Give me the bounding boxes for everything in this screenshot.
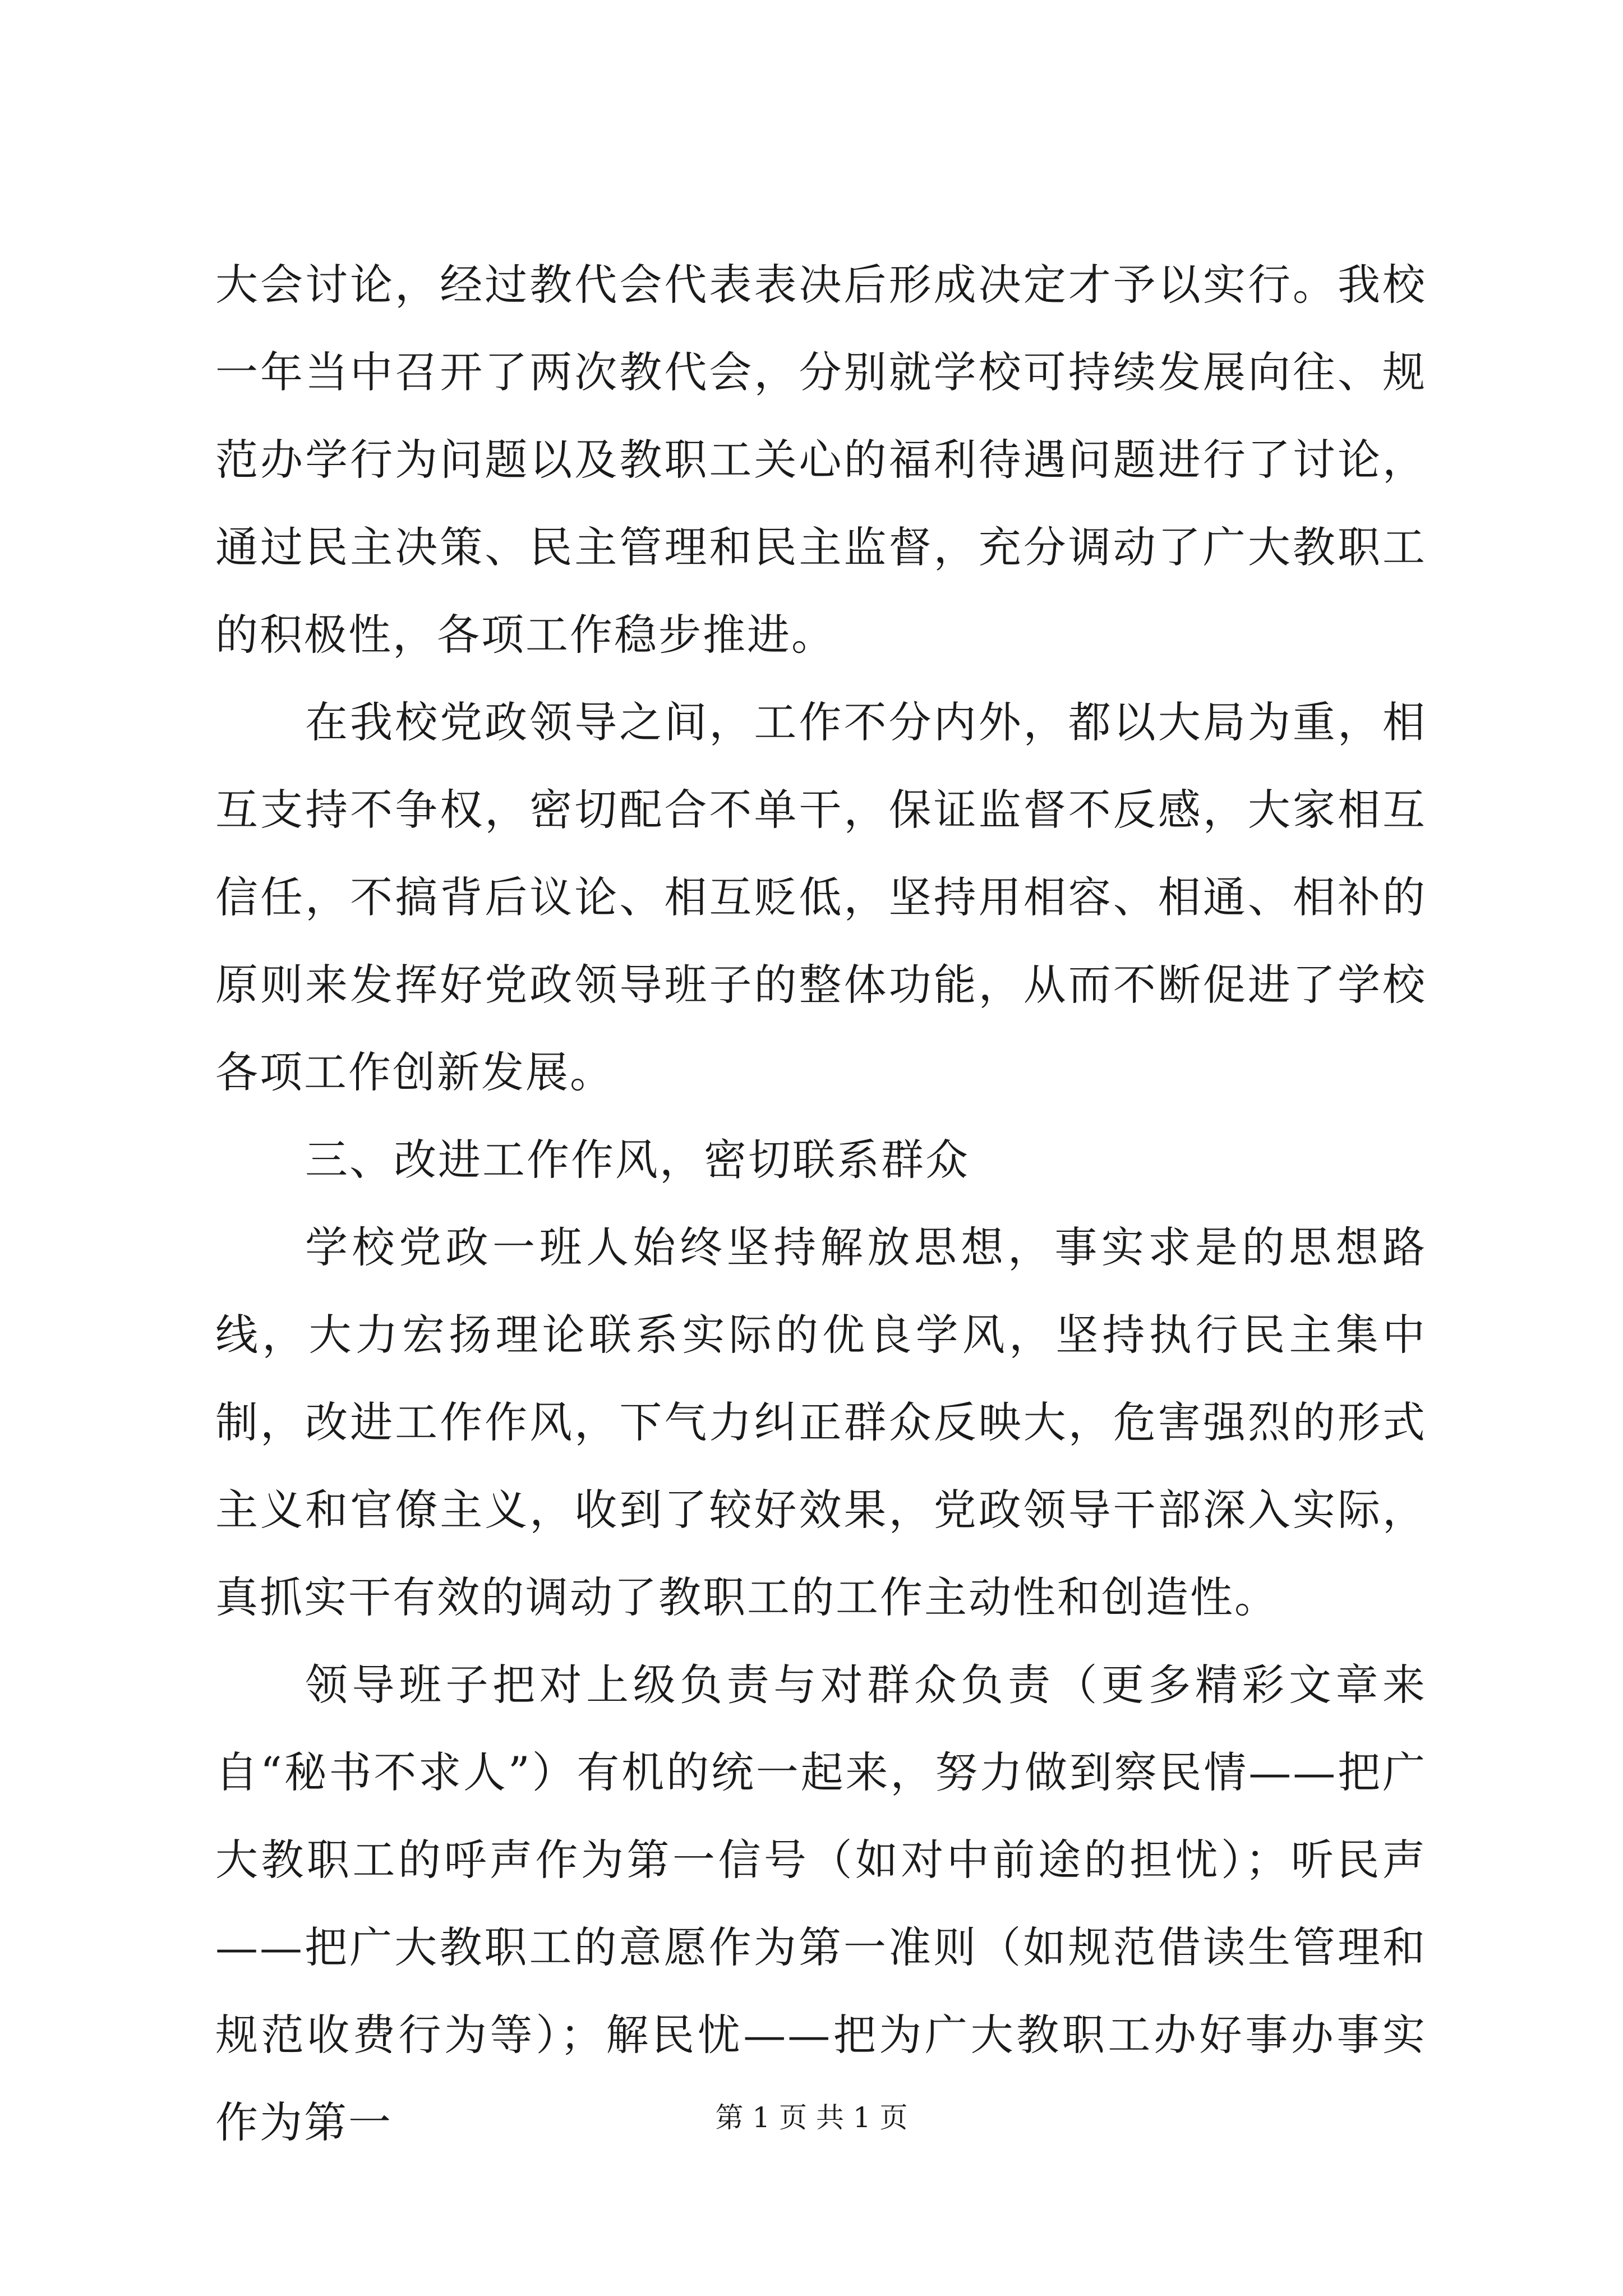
section-heading: 三、改进工作作风，密切联系群众 bbox=[305, 1135, 970, 1185]
paragraph-1: 大会讨论，经过教代会代表表决后形成决定才予以实行。我校一年当中召开了两次教代会，分别就学校可持续发展向往、规范办学行为问题以及教职工关心的福利待遇问题进行了讨论，通过民主决策、民主管理和民主监督，充分调动了广大教职工的积极性，各项工作稳步推进。 bbox=[215, 260, 1427, 660]
document-body bbox=[215, 241, 1427, 2166]
paragraph-2: 在我校党政领导之间，工作不分内外，都以大局为重，相互支持不争权，密切配合不单干，保证监督不反感，大家相互信任，不搞背后议论、相互贬低，坚持用相容、相通、相补的原则来发挥好党政领导班子的整体功能，从而不断促进了学校各项工作创新发展。 bbox=[215, 697, 1427, 1097]
page-footer: 第 1 页 共 1 页 bbox=[715, 2101, 908, 2134]
paragraph-4: 领导班子把对上级负责与对群众负责（更多精彩文章来自“秘书不求人”）有机的统一起来，努力做到察民情——把广大教职工的呼声作为第一信号（如对中前途的担忧）；听民声——把广大教职工的意愿作为第一准则（如规范借读生管理和规范收费行为等）；解民忧——把为广大教职工办好事办事实作为第一 bbox=[215, 1660, 1427, 2147]
paragraph-3: 学校党政一班人始终坚持解放思想，事实求是的思想路线，大力宏扬理论联系实际的优良学风，坚持执行民主集中制，改进工作作风，下气力纠正群众反映大，危害强烈的形式主义和官僚主义，收到了较好效果，党政领导干部深入实际，真抓实干有效的调动了教职工的工作主动性和创造性。 bbox=[215, 1222, 1427, 1622]
